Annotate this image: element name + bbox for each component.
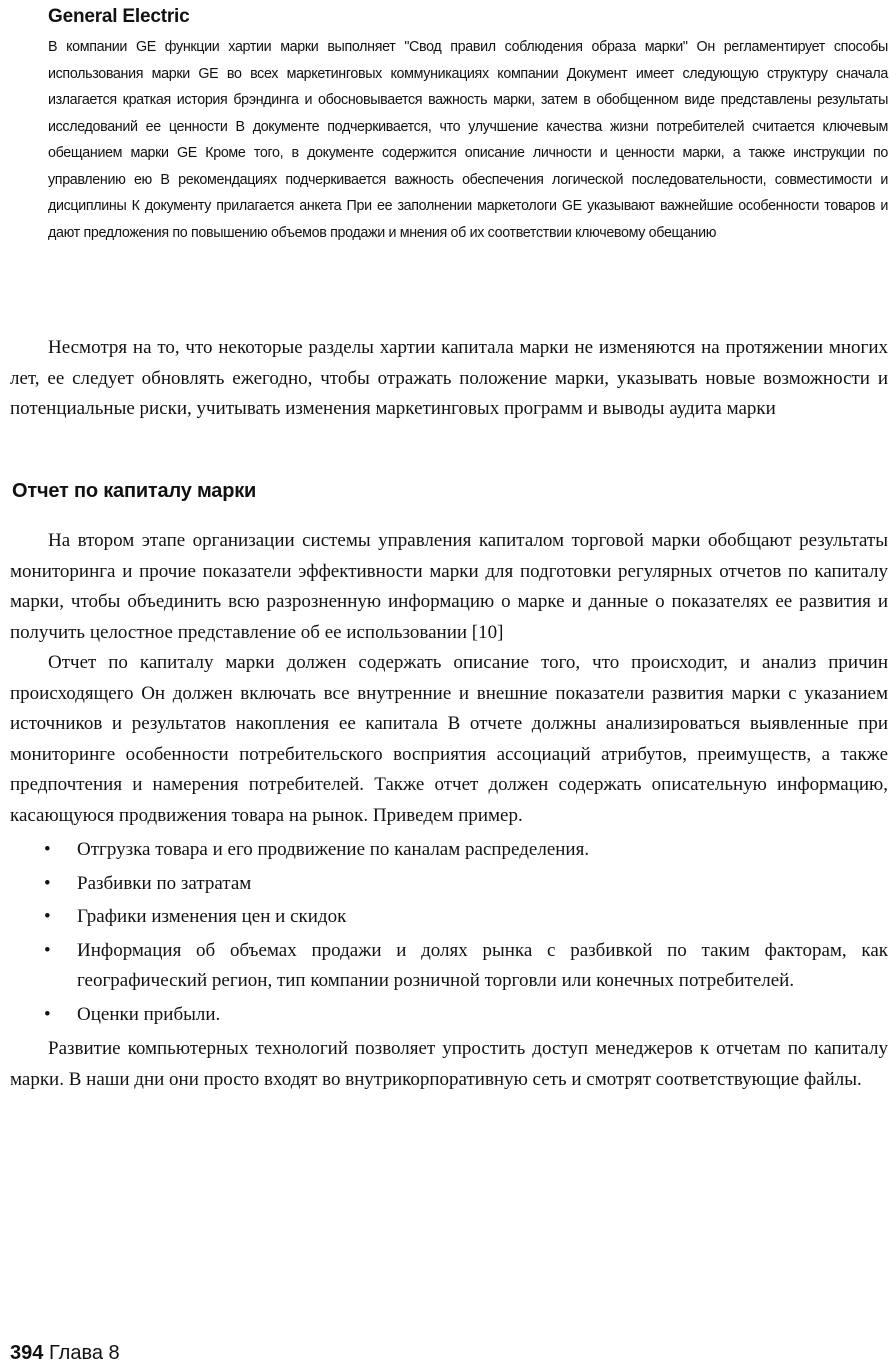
sidebar-title: General Electric xyxy=(48,6,190,27)
section-heading: Отчет по капиталу марки xyxy=(12,480,257,502)
list-item xyxy=(10,869,888,900)
list-item-text: Информация об объемах продажи и долях рынка с разбивкой по таким факторам, как географический регион, тип компании розничной торговли или конечных потребителей. xyxy=(77,939,888,991)
page-footer xyxy=(10,1342,120,1365)
paragraph-report-contents: Отчет по капиталу марки должен содержать описание того, что происходит, и анализ причин происходящего Он должен включать все внутренние и внешние показатели развития марки с указанием источников и результатов накопления ее капитала В отчете должны анализироваться выявленные при мониторинге особенности потребительского восприятия ассоциаций атрибутов, преимуществ, а также предпочтения и намерения потребителей. Также отчет должен содержать описательную информацию, касающуюся продвижения товара на рынок. Приведем пример. xyxy=(10,652,888,826)
list-item xyxy=(10,1000,888,1031)
bullet-list xyxy=(10,835,888,1030)
bullet-icon: • xyxy=(44,839,51,860)
sidebar-box xyxy=(48,4,888,246)
list-item-text: Отгрузка товара и его продвижение по каналам распределения. xyxy=(77,839,590,860)
list-item xyxy=(10,835,888,866)
chapter-label: Глава 8 xyxy=(48,1342,120,1364)
list-item-text: Оценки прибыли. xyxy=(77,1003,221,1025)
section-body xyxy=(10,526,888,1095)
list-item xyxy=(10,902,888,933)
list-item-text: Разбивки по затратам xyxy=(77,872,252,894)
bullet-icon: • xyxy=(44,1003,51,1025)
sidebar-text: В компании GE функции хартии марки выполняет "Свод правил соблюдения образа марки" Он регламентирует способы использования марки GE во всех маркетинговых коммуникациях компании Документ имеет следующую структуру сначала излагается краткая история брэндинга и обосновывается важность марки, затем в обобщенном виде представлены результаты исследований ее ценности В документе подчеркивается, что улучшение качества жизни потребителей считается ключевым обещанием марки GE Кроме того, в документе содержится описание личности и ценности марки, а также инструкции по управлению ею В рекомендациях подчеркивается важность обеспечения логической последовательности, совместимости и дисциплины К документу прилагается анкета При ее заполнении маркетологи GE указывают важнейшие особенности товаров и дают предложения по повышению объемов продажи и мнения об их соответствии ключевому обещанию xyxy=(48,39,888,241)
list-item xyxy=(10,936,888,997)
list-item-text: Графики изменения цен и скидок xyxy=(77,906,347,927)
intro-section xyxy=(10,333,888,425)
paragraph-monitoring: На втором этапе организации системы управления капиталом торговой марки обобщают результаты мониторинга и прочие показатели эффективности марки для подготовки регулярных отчетов по капиталу марки, чтобы объединить всю разрозненную информацию о марке и данные о показателях ее развития и получить целостное представление об ее использовании [10] xyxy=(10,530,888,643)
page-number: 394 xyxy=(10,1342,44,1364)
bullet-icon: • xyxy=(44,939,51,961)
paragraph-computer-tech: Развитие компьютерных технологий позволяет упростить доступ менеджеров к отчетам по капиталу марки. В наши дни они просто входят во внутрикорпоративную сеть и смотрят соответствующие файлы. xyxy=(10,1038,888,1090)
bullet-icon: • xyxy=(44,906,51,927)
bullet-icon: • xyxy=(44,872,51,894)
paragraph-charter-update: Несмотря на то, что некоторые разделы хартии капитала марки не изменяются на протяжении многих лет, ее следует обновлять ежегодно, чтобы отражать положение марки, указывать новые возможности и потенциальные риски, учитывать изменения маркетинговых программ и выводы аудита марки xyxy=(10,337,888,419)
